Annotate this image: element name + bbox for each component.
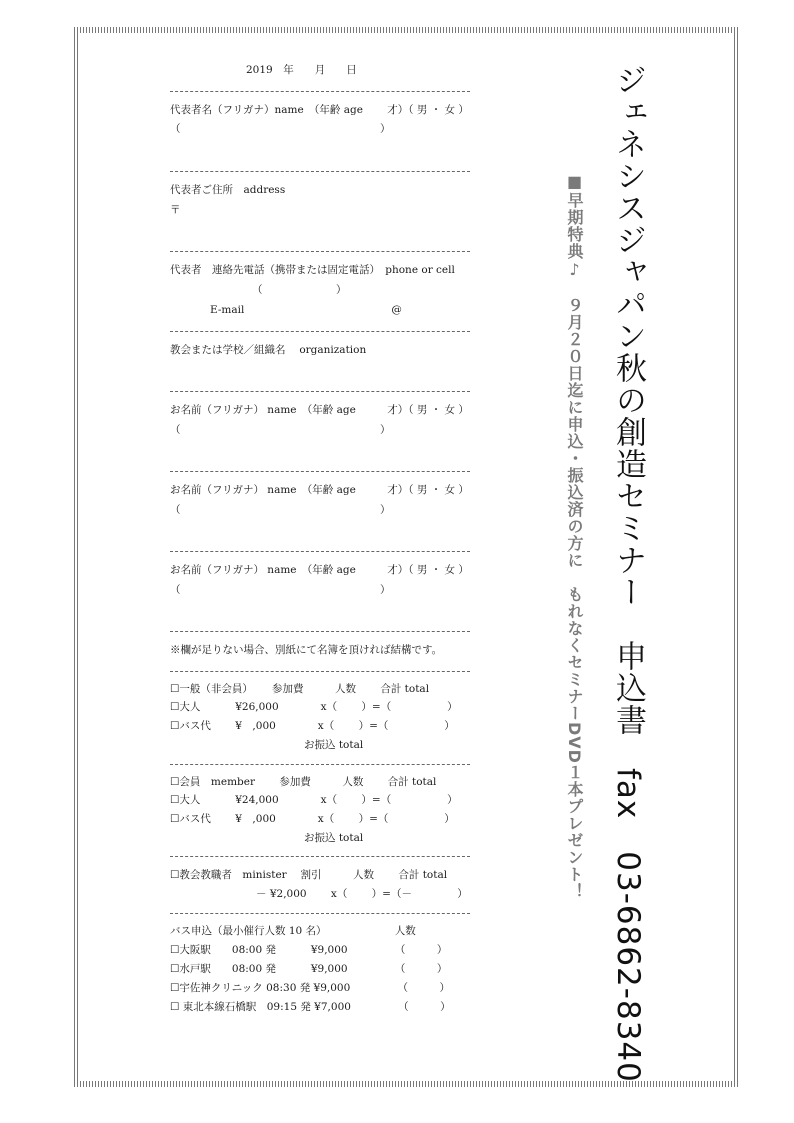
rep-name-field[interactable]: （ ）: [170, 123, 391, 135]
attendee-name-label: お名前（フリガナ） name （年齢 age 才）（ 男 ・ 女 ）: [170, 564, 469, 576]
member-fee-header[interactable]: ☐会員 member 参加費 人数 合計 total: [170, 776, 437, 788]
member-transfer-total: お振込 total: [304, 832, 364, 844]
general-fee-header[interactable]: ☐一般（非会員） 参加費 人数 合計 total: [170, 683, 430, 695]
attendee-name-field[interactable]: （ ）: [170, 424, 391, 436]
overflow-note: ※欄が足りない場合、別紙にて名簿を頂ければ結構です。: [170, 644, 443, 656]
divider: [170, 764, 470, 765]
divider: [170, 551, 470, 552]
attendee-name-field[interactable]: （ ）: [170, 584, 391, 596]
divider: [170, 856, 470, 857]
organization-field[interactable]: 教会または学校／組織名 organization: [170, 344, 367, 356]
divider: [170, 91, 470, 92]
bus-stop-row[interactable]: ☐大阪駅 08:00 発 ¥9,000 （ ）: [170, 944, 448, 956]
early-bird-promo: ■早期特典♪ ９月２０日迄に申込・振込済の方に もれなくセミナーDVD１本プレゼント！: [565, 172, 584, 900]
date-line[interactable]: 2019 年 月 日: [246, 64, 357, 76]
divider: [170, 331, 470, 332]
bus-stop-row[interactable]: ☐水戸駅 08:00 発 ¥9,000 （ ）: [170, 963, 448, 975]
member-adult-row[interactable]: ☐大人 ¥24,000 x（ ）=（ ）: [170, 794, 458, 806]
divider: [170, 631, 470, 632]
general-adult-row[interactable]: ☐大人 ¥26,000 x（ ）=（ ）: [170, 701, 458, 713]
member-bus-row[interactable]: ☐バス代 ¥ ,000 x（ ）=（ ）: [170, 813, 455, 825]
minister-discount-row[interactable]: － ¥2,000 x（ ）=（－ ）: [256, 888, 468, 900]
bus-stop-row[interactable]: ☐ 東北本線石橋駅 09:15 発 ¥7,000 （ ）: [170, 1001, 451, 1013]
divider: [170, 391, 470, 392]
bus-stop-row[interactable]: ☐宇佐神クリニック 08:30 発 ¥9,000 （ ）: [170, 982, 451, 994]
rep-phone-label: 代表者 連絡先電話（携帯または固定電話） phone or cell: [170, 264, 455, 276]
email-field[interactable]: E-mail @: [210, 304, 402, 316]
general-transfer-total: お振込 total: [304, 739, 364, 751]
attendee-name-label: お名前（フリガナ） name （年齢 age 才）（ 男 ・ 女 ）: [170, 484, 469, 496]
rep-name-label: 代表者名（フリガナ）name （年齢 age 才）（ 男 ・ 女 ）: [170, 104, 469, 116]
minister-fee-header[interactable]: ☐教会教職者 minister 割引 人数 合計 total: [170, 869, 448, 881]
divider: [170, 251, 470, 252]
divider: [170, 171, 470, 172]
phone-field[interactable]: （ ）: [252, 284, 347, 296]
attendee-name-label: お名前（フリガナ） name （年齢 age 才）（ 男 ・ 女 ）: [170, 404, 469, 416]
rep-address-label: 代表者ご住所 address: [170, 184, 286, 196]
attendee-name-field[interactable]: （ ）: [170, 504, 391, 516]
divider: [170, 471, 470, 472]
postal-field[interactable]: 〒: [170, 204, 181, 216]
divider: [170, 913, 470, 914]
general-bus-row[interactable]: ☐バス代 ¥ ,000 x（ ）=（ ）: [170, 720, 455, 732]
bus-signup-header: バス申込（最小催行人数 10 名） 人数: [170, 925, 416, 937]
divider: [170, 671, 470, 672]
form-title: ジェネシスジャパン秋の創造セミナー 申込書 fax 03-6862-8340: [610, 64, 646, 1083]
